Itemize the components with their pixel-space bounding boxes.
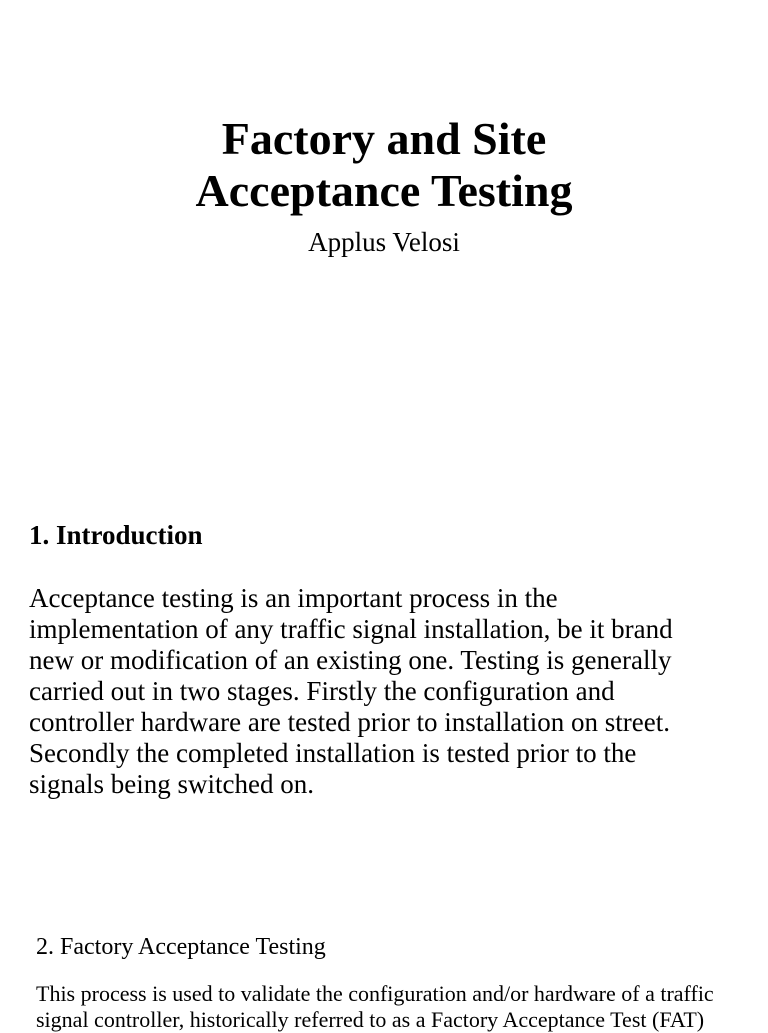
section-heading-introduction: 1. Introduction (29, 520, 203, 550)
section-heading-factory-acceptance-testing: 2. Factory Acceptance Testing (36, 934, 326, 960)
paragraph-line: implementation of any traffic signal installation, be it brand (29, 614, 673, 644)
document-title-line-1: Factory and Site (221, 113, 547, 164)
paragraph-line: This process is used to validate the configuration and/or hardware of a traffic (36, 981, 714, 1006)
paragraph-line: new or modification of an existing one. Testing is generally (29, 645, 672, 675)
paragraph-line: controller hardware are tested prior to installation on street. (29, 707, 671, 737)
paragraph-line: signals being switched on. (29, 769, 314, 799)
section-paragraph-factory-acceptance-testing (36, 981, 766, 1033)
paragraph-line: Secondly the completed installation is tested prior to the (29, 738, 637, 768)
title-block (0, 113, 768, 259)
paragraph-line: carried out in two stages. Firstly the configuration and (29, 676, 615, 706)
document-author: Applus Velosi (308, 227, 460, 257)
section-paragraph-introduction (29, 583, 759, 800)
paragraph-line: Acceptance testing is an important process in the (29, 583, 558, 613)
document-title-line-2: Acceptance Testing (195, 165, 573, 216)
paragraph-line: signal controller, historically referred to as a Factory Acceptance Test (FAT) (36, 1007, 705, 1032)
